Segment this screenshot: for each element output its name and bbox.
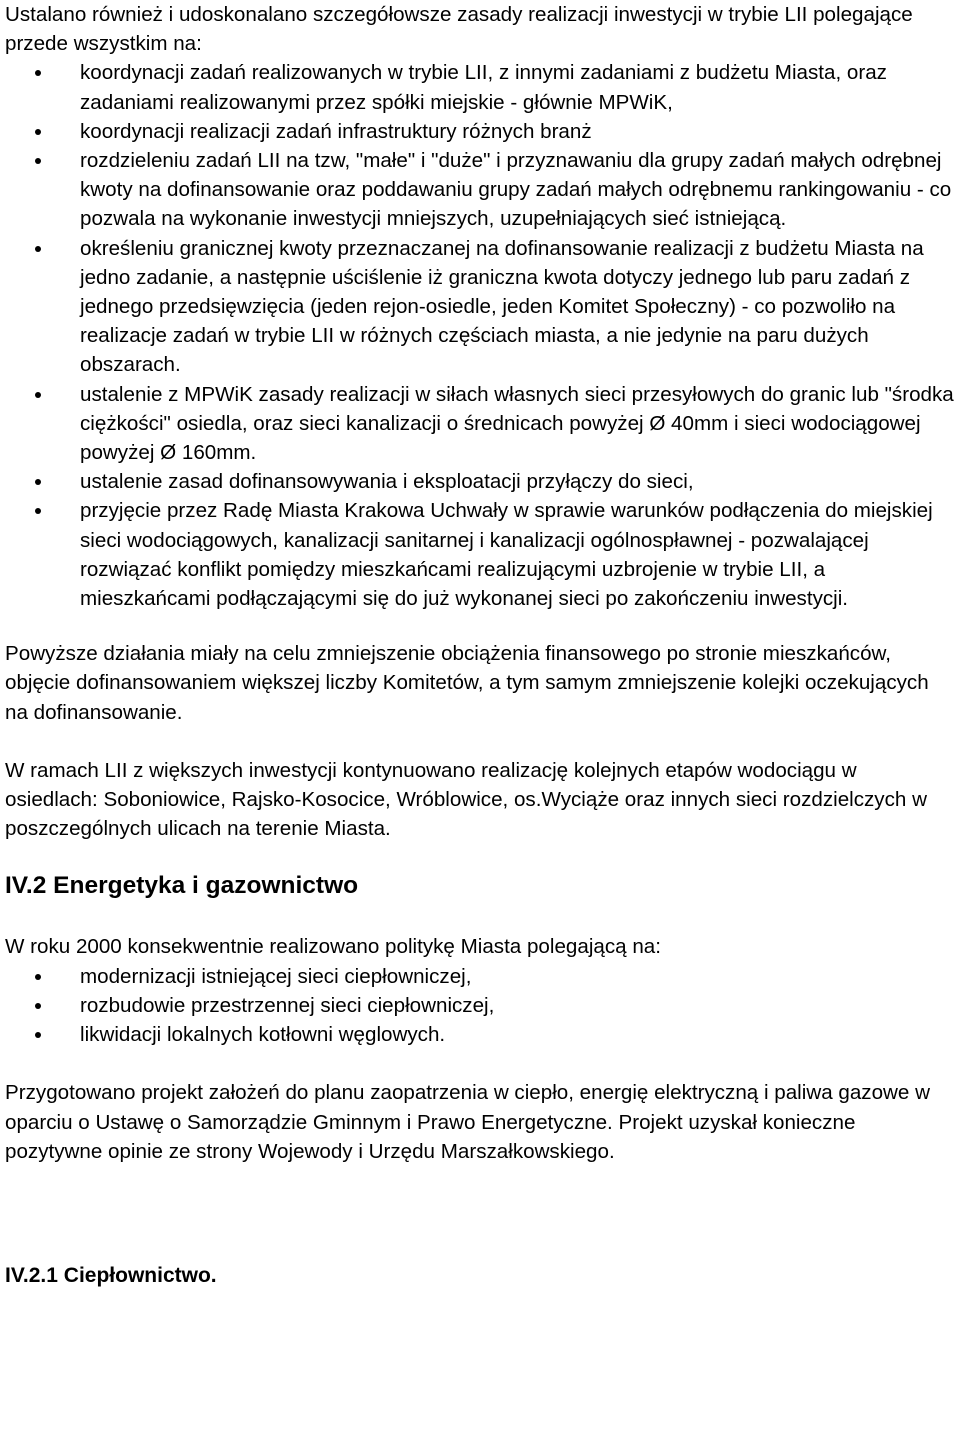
list-item-text: rozbudowie przestrzennej sieci ciepłowniczej, [80,993,495,1017]
heating-policy-list [5,962,955,1050]
subsection-heading: IV.2.1 Ciepłownictwo. [5,1263,217,1287]
bullet-icon [35,974,41,980]
list-item-text: koordynacji realizacji zadań infrastruktury różnych branż [80,119,592,143]
bullet-icon [35,1032,41,1038]
list-item [5,496,955,613]
project-paragraph: Przygotowano projekt założeń do planu zaopatrzenia w ciepło, energię elektryczną i paliwa gazowe w oparciu o Ustawę o Samorządzie Gminnym i Prawo Energetyczne. Projekt uzyskał konieczne pozytywne opinie ze strony Wojewody i Urzędu Marszałkowskiego. [5,1081,930,1163]
list-item-text: ustalenie zasad dofinansowywania i eksploatacji przyłączy do sieci, [80,470,694,494]
implementation-rules-list [5,58,955,613]
list-item [5,1020,955,1049]
list-item [5,117,955,146]
intro-paragraph: Ustalano również i udoskonalano szczegółowsze zasady realizacji inwestycji w trybie LII polegające przede wszystkim na: [5,3,913,56]
list-item [5,380,955,468]
bullet-icon [35,129,41,135]
bullet-icon [35,392,41,398]
bullet-icon [35,479,41,485]
list-item-text: przyjęcie przez Radę Miasta Krakowa Uchwały w sprawie warunków podłączenia do miejskiej sieci wodociągowych, kanalizacji sanitarnej i kanalizacji ogólnospławnej - pozwalającej rozwiązać konflikt pomiędzy mieszkańcami realizującymi uzbrojenie w trybie LII, a mieszkańcami podłączającymi się do już wykonanej sieci po zakończeniu inwestycji. [80,499,933,611]
policy-intro-paragraph: W roku 2000 konsekwentnie realizowano politykę Miasta polegającą na: [5,935,661,959]
section-heading: IV.2 Energetyka i gazownictwo [5,872,359,900]
list-item [5,962,955,991]
list-item-text: określeniu granicznej kwoty przeznaczanej na dofinansowanie realizacji z budżetu Miasta na jedno zadanie, a następnie uściślenie iż graniczna kwota dotyczy jednego lub paru zadań z jednego przedsięwzięcia (jeden rejon-osiedle, jeden Komitet Społeczny) - co pozwoliło na realizacje zadań w trybie LII w różnych częściach miasta, a nie jedynie na paru dużych obszarach. [80,236,924,377]
list-item [5,234,955,380]
document-page [5,0,955,1290]
bullet-icon [35,70,41,76]
list-item [5,467,955,496]
bullet-icon [35,246,41,252]
bullet-icon [35,508,41,514]
list-item-text: koordynacji zadań realizowanych w trybie LII, z innymi zadaniami z budżetu Miasta, oraz zadaniami realizowanymi przez spółki miejskie - głównie MPWiK, [80,61,887,114]
list-item-text: likwidacji lokalnych kotłowni węglowych. [80,1023,446,1047]
summary-paragraph: Powyższe działania miały na celu zmniejszenie obciążenia finansowego po stronie mieszkańców, objęcie dofinansowaniem większej liczby Komitetów, a tym samym zmniejszenie kolejki oczekujących na dofinansowanie. [5,642,929,724]
investments-paragraph: W ramach LII z większych inwestycji kontynuowano realizację kolejnych etapów wodociągu w osiedlach: Soboniowice, Rajsko-Kosocice, Wróblowice, os.Wyciąże oraz innych sieci rozdzielczych w poszczególnych ulicach na terenie Miasta. [5,758,927,841]
bullet-icon [35,158,41,164]
list-item-text: modernizacji istniejącej sieci ciepłowniczej, [80,964,472,988]
list-item-text: rozdzieleniu zadań LII na tzw, "małe" i "duże" i przyznawaniu dla grupy zadań małych odrębnej kwoty na dofinansowanie oraz poddawaniu grupy zadań małych odrębnemu rankingowaniu - co pozwala na wykonanie inwestycji mniejszych, uzupełniających sieć istniejącą. [80,149,952,231]
list-item [5,991,955,1020]
list-item [5,58,955,116]
bullet-icon [35,1003,41,1009]
list-item-text: ustalenie z MPWiK zasady realizacji w siłach własnych sieci przesyłowych do granic lub "środka ciężkości" osiedla, oraz sieci kanalizacji o średnicach powyżej Ø 40mm i sieci wodociągowej powyżej Ø 160mm. [80,382,954,465]
list-item [5,146,955,234]
